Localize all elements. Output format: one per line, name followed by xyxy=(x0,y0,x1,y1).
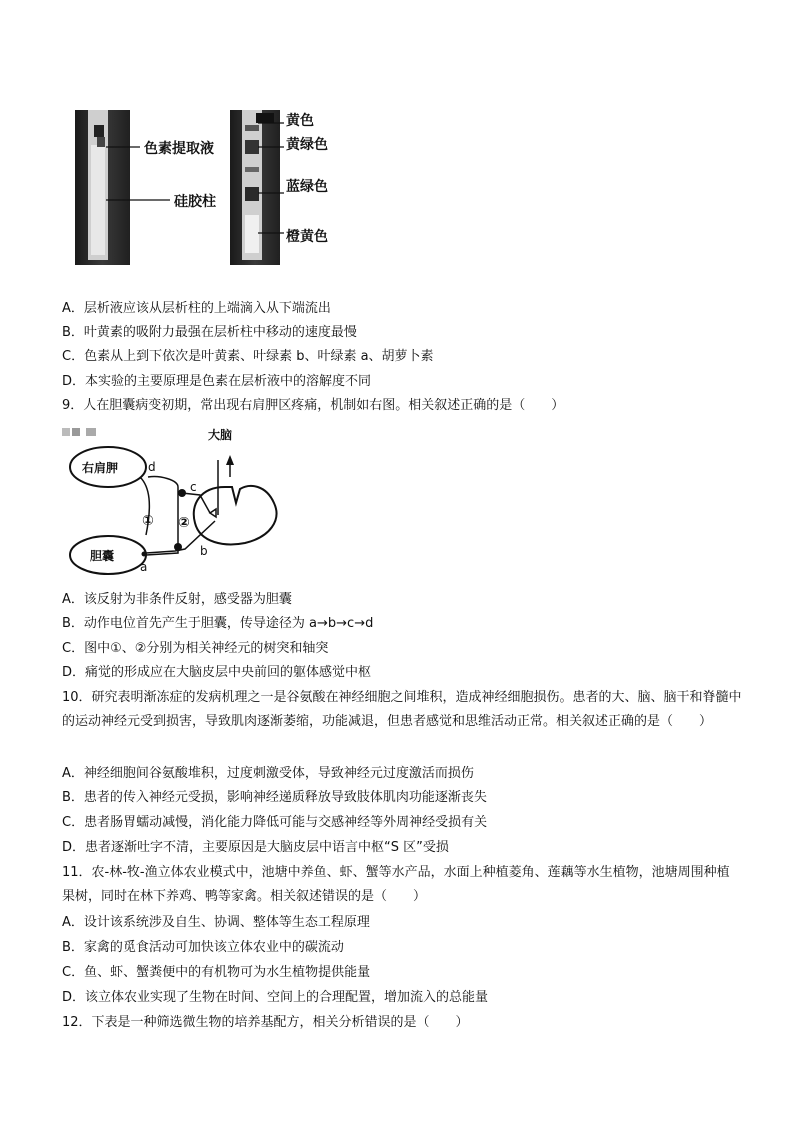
q9-option-b: B．动作电位首先产生于胆囊，传导途径为 a→b→c→d xyxy=(62,616,374,631)
label-orange-yellow: 橙黄色 xyxy=(286,229,328,245)
q10-option-c: C．患者肠胃蠕动减慢，消化能力降低可能与交感神经等外周神经受损有关 xyxy=(62,815,488,830)
q11-option-a: A．设计该系统涉及自生、协调、整体等生态工程原理 xyxy=(62,915,370,930)
q12-stem: 12．下表是一种筛选微生物的培养基配方，相关分析错误的是（ ） xyxy=(62,1015,469,1030)
q8-option-a: A．层析液应该从层析柱的上端滴入从下端流出 xyxy=(62,301,331,316)
q10-option-b: B．患者的传入神经元受损，影响神经递质释放导致肢体肌肉功能逐渐丧失 xyxy=(62,790,487,805)
spinal-cord-shape xyxy=(194,486,277,544)
label-column: 硅胶柱 xyxy=(174,194,216,210)
label-circle-2: ② xyxy=(178,515,190,531)
q8-option-b: B．叶黄素的吸附力最强在层析柱中移动的速度最慢 xyxy=(62,325,357,340)
q9-stem: 9．人在胆囊病变初期，常出现右肩胛区疼痛，机制如右图。相关叙述正确的是（ ） xyxy=(62,398,565,413)
label-a: a xyxy=(140,560,148,574)
q10-option-d: D．患者逐渐吐字不清，主要原因是大脑皮层中语言中枢“S 区”受损 xyxy=(62,840,449,855)
q9-option-c: C．图中①、②分别为相关神经元的树突和轴突 xyxy=(62,641,329,656)
label-c: c xyxy=(190,480,197,494)
label-yellow-green: 黄绿色 xyxy=(286,137,328,153)
q10-stem: 10．研究表明渐冻症的发病机理之一是谷氨酸在神经细胞之间堆积，造成神经细胞损伤。患者的大、脑、脑干和脊髓中的运动神经元受到损害，导致肌肉逐渐萎缩，功能减退，但患者感觉和思维活动正常。相关叙述正确的是（ ） xyxy=(62,690,742,729)
q11-option-b: B．家禽的觅食活动可加快该立体农业中的碳流动 xyxy=(62,940,344,955)
gallbladder-label: 胆囊 xyxy=(90,549,115,563)
q11-option-c: C．鱼、虾、蟹粪便中的有机物可为水生植物提供能量 xyxy=(62,965,371,980)
right-scapula-label: 右肩胛 xyxy=(82,461,119,475)
label-extract: 色素提取液 xyxy=(144,141,214,157)
brain-label: 大脑 xyxy=(208,428,233,442)
label-d: d xyxy=(148,460,156,474)
q11-stem: 11．农-林-牧-渔立体农业模式中，池塘中养鱼、虾、蟹等水产品，水面上种植菱角、莲藕等水生植物，池塘周围种植果树，同时在林下养鸡、鸭等家禽。相关叙述错误的是（ ） xyxy=(62,865,730,904)
chromatography-figure xyxy=(70,105,340,270)
q11-option-d: D．该立体农业实现了生物在时间、空间上的合理配置，增加流入的总能量 xyxy=(62,990,489,1005)
label-yellow: 黄色 xyxy=(286,113,314,129)
label-circle-1: ① xyxy=(142,513,154,529)
q10-option-a: A．神经细胞间谷氨酸堆积，过度刺激受体，导致神经元过度激活而损伤 xyxy=(62,766,474,781)
q8-option-c: C．色素从上到下依次是叶黄素、叶绿素 b、叶绿素 a、胡萝卜素 xyxy=(62,349,434,364)
q8-option-d: D．本实验的主要原理是色素在层析液中的溶解度不同 xyxy=(62,374,372,389)
q9-option-d: D．痛觉的形成应在大脑皮层中央前回的躯体感觉中枢 xyxy=(62,665,372,680)
label-blue-green: 蓝绿色 xyxy=(286,179,328,195)
label-b: b xyxy=(200,544,208,558)
q9-option-a: A．该反射为非条件反射，感受器为胆囊 xyxy=(62,592,292,607)
reflex-diagram xyxy=(60,425,340,585)
